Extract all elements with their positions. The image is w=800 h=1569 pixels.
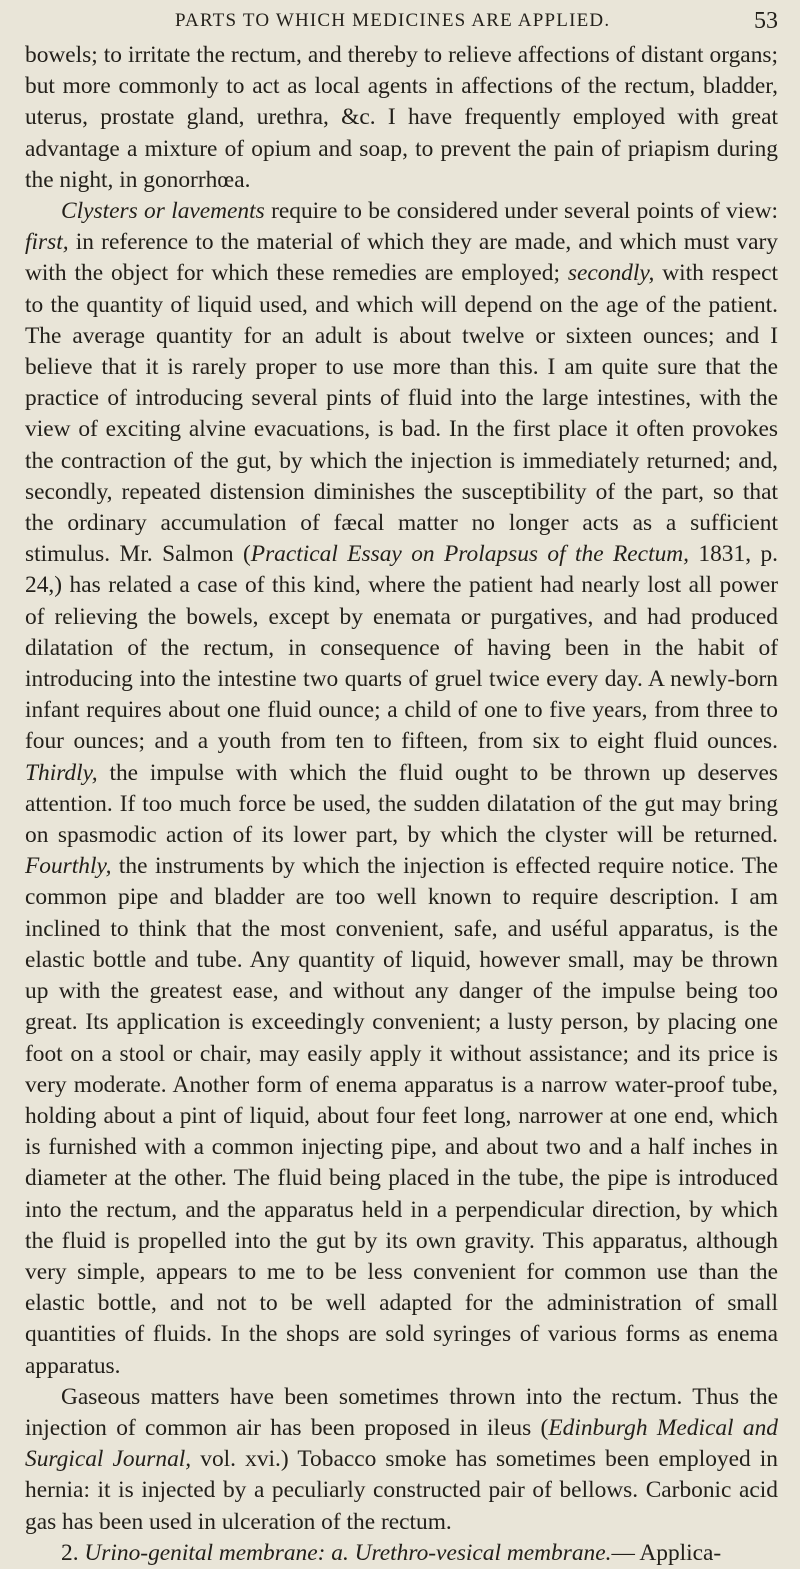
text-run: in reference to the material of which they are made, and which must vary with the object for which these remedies are employed;: [25, 229, 778, 287]
text-run: 1831, p. 24,) has related a case of this kind, where the patient had nearly lost all power of relieving the bowels, except by enemata or purgatives, and had produced dilatation of the rectum, in consequence of having been in the habit of introducing into the intestine two quarts of gruel twice every day. A newly-born infant requires about one fluid ounce; a child of one to five years, from three to four ounces; and a youth from ten to fifteen, from six to eight fluid ounces.: [25, 541, 778, 755]
italic-run: secondly,: [567, 260, 655, 287]
paragraph: [25, 1538, 778, 1569]
text-run: 2.: [61, 1539, 85, 1566]
text-run: with respect to the quantity of liquid used, and which will depend on the age of the patient. The average quantity for an adult is about twelve or sixteen ounces; and I believe that it is rarely proper to use more than this. I am quite sure that the practice of introducing several pints of fluid into the large intestines, with the view of exciting alvine evacuations, is bad. In the first place it often provokes the contraction of the gut, by which the injection is immediately returned; and, secondly, repeated distension diminishes the susceptibility of the part, so that the ordinary accumulation of fæcal matter no longer acts as a sufficient stimulus. Mr. Salmon (: [25, 260, 778, 568]
page-number: 53: [754, 8, 778, 34]
paragraph: [25, 196, 778, 1382]
text-run: Gaseous matters have been sometimes thrown into the rectum. Thus the injection of common air has been proposed in ileus (: [25, 1383, 778, 1441]
italic-run: Edinburgh Medical and Surgical Journal,: [25, 1414, 778, 1473]
text-run: the impulse with which the fluid ought to be thrown up deserves attention. If too much force be used, the sudden dilatation of the gut may bring on spasmodic action of its lower part, by which the clyster will be returned.: [25, 759, 778, 849]
text-run: require to be considered under several points of view:: [264, 198, 778, 225]
text-run: the instruments by which the injection is effected require notice. The common pipe and bladder are too well known to require description. I am inclined to think that the most convenient, safe, and uséful apparatus, is the elastic bottle and tube. Any quantity of liquid, however small, may be thrown up with the greatest ease, and without any danger of the impulse being too great. Its application is exceedingly convenient; a lusty person, by placing one foot on a stool or chair, may easily apply it without assistance; and its price is very moderate. Another form of enema apparatus is a narrow water-proof tube, holding about a pint of liquid, about four feet long, narrower at one end, which is furnished with a common injecting pipe, and about two and a half inches in diameter at the other. The fluid being placed in the tube, the pipe is introduced into the rectum, and the apparatus held in a perpendicular direction, by which the fluid is propelled into the gut by its own gravity. This apparatus, although very simple, appears to me to be less convenient for common use than the elastic bottle, and not to be well adapted for the administration of small quantities of fluids. In the shops are sold syringes of various forms as enema apparatus.: [25, 853, 778, 1379]
italic-run: Fourthly,: [25, 853, 112, 880]
italic-run: Thirdly,: [25, 759, 98, 786]
running-title: PARTS TO WHICH MEDICINES ARE APPLIED.: [175, 10, 611, 31]
text-run: — Applica-: [611, 1539, 722, 1566]
text-run: bowels; to irritate the rectum, and thereby to relieve affections of distant organs; but more commonly to act as local agents in affections of the rectum, bladder, uterus, prostate gland, urethra, &c. I have frequently employed with great advantage a mixture of opium and soap, to prevent the pain of priapism during the night, in gonorrhœa.: [25, 42, 778, 193]
page-header: [25, 6, 778, 38]
italic-run: Practical Essay on Prolapsus of the Rectum,: [250, 541, 689, 568]
body-text: [25, 40, 778, 1569]
italic-run: first,: [25, 229, 69, 256]
text-run: vol. xvi.) Tobacco smoke has sometimes been employed in hernia: it is injected by a peculiarly constructed pair of bellows. Carbonic acid gas has been used in ulceration of the rectum.: [25, 1446, 778, 1535]
italic-run: Clysters or lavements: [61, 198, 265, 225]
paragraph: [25, 40, 778, 196]
paragraph: [25, 1382, 778, 1538]
italic-run: Urino-genital membrane: a. Urethro-vesical membrane.: [84, 1539, 612, 1566]
